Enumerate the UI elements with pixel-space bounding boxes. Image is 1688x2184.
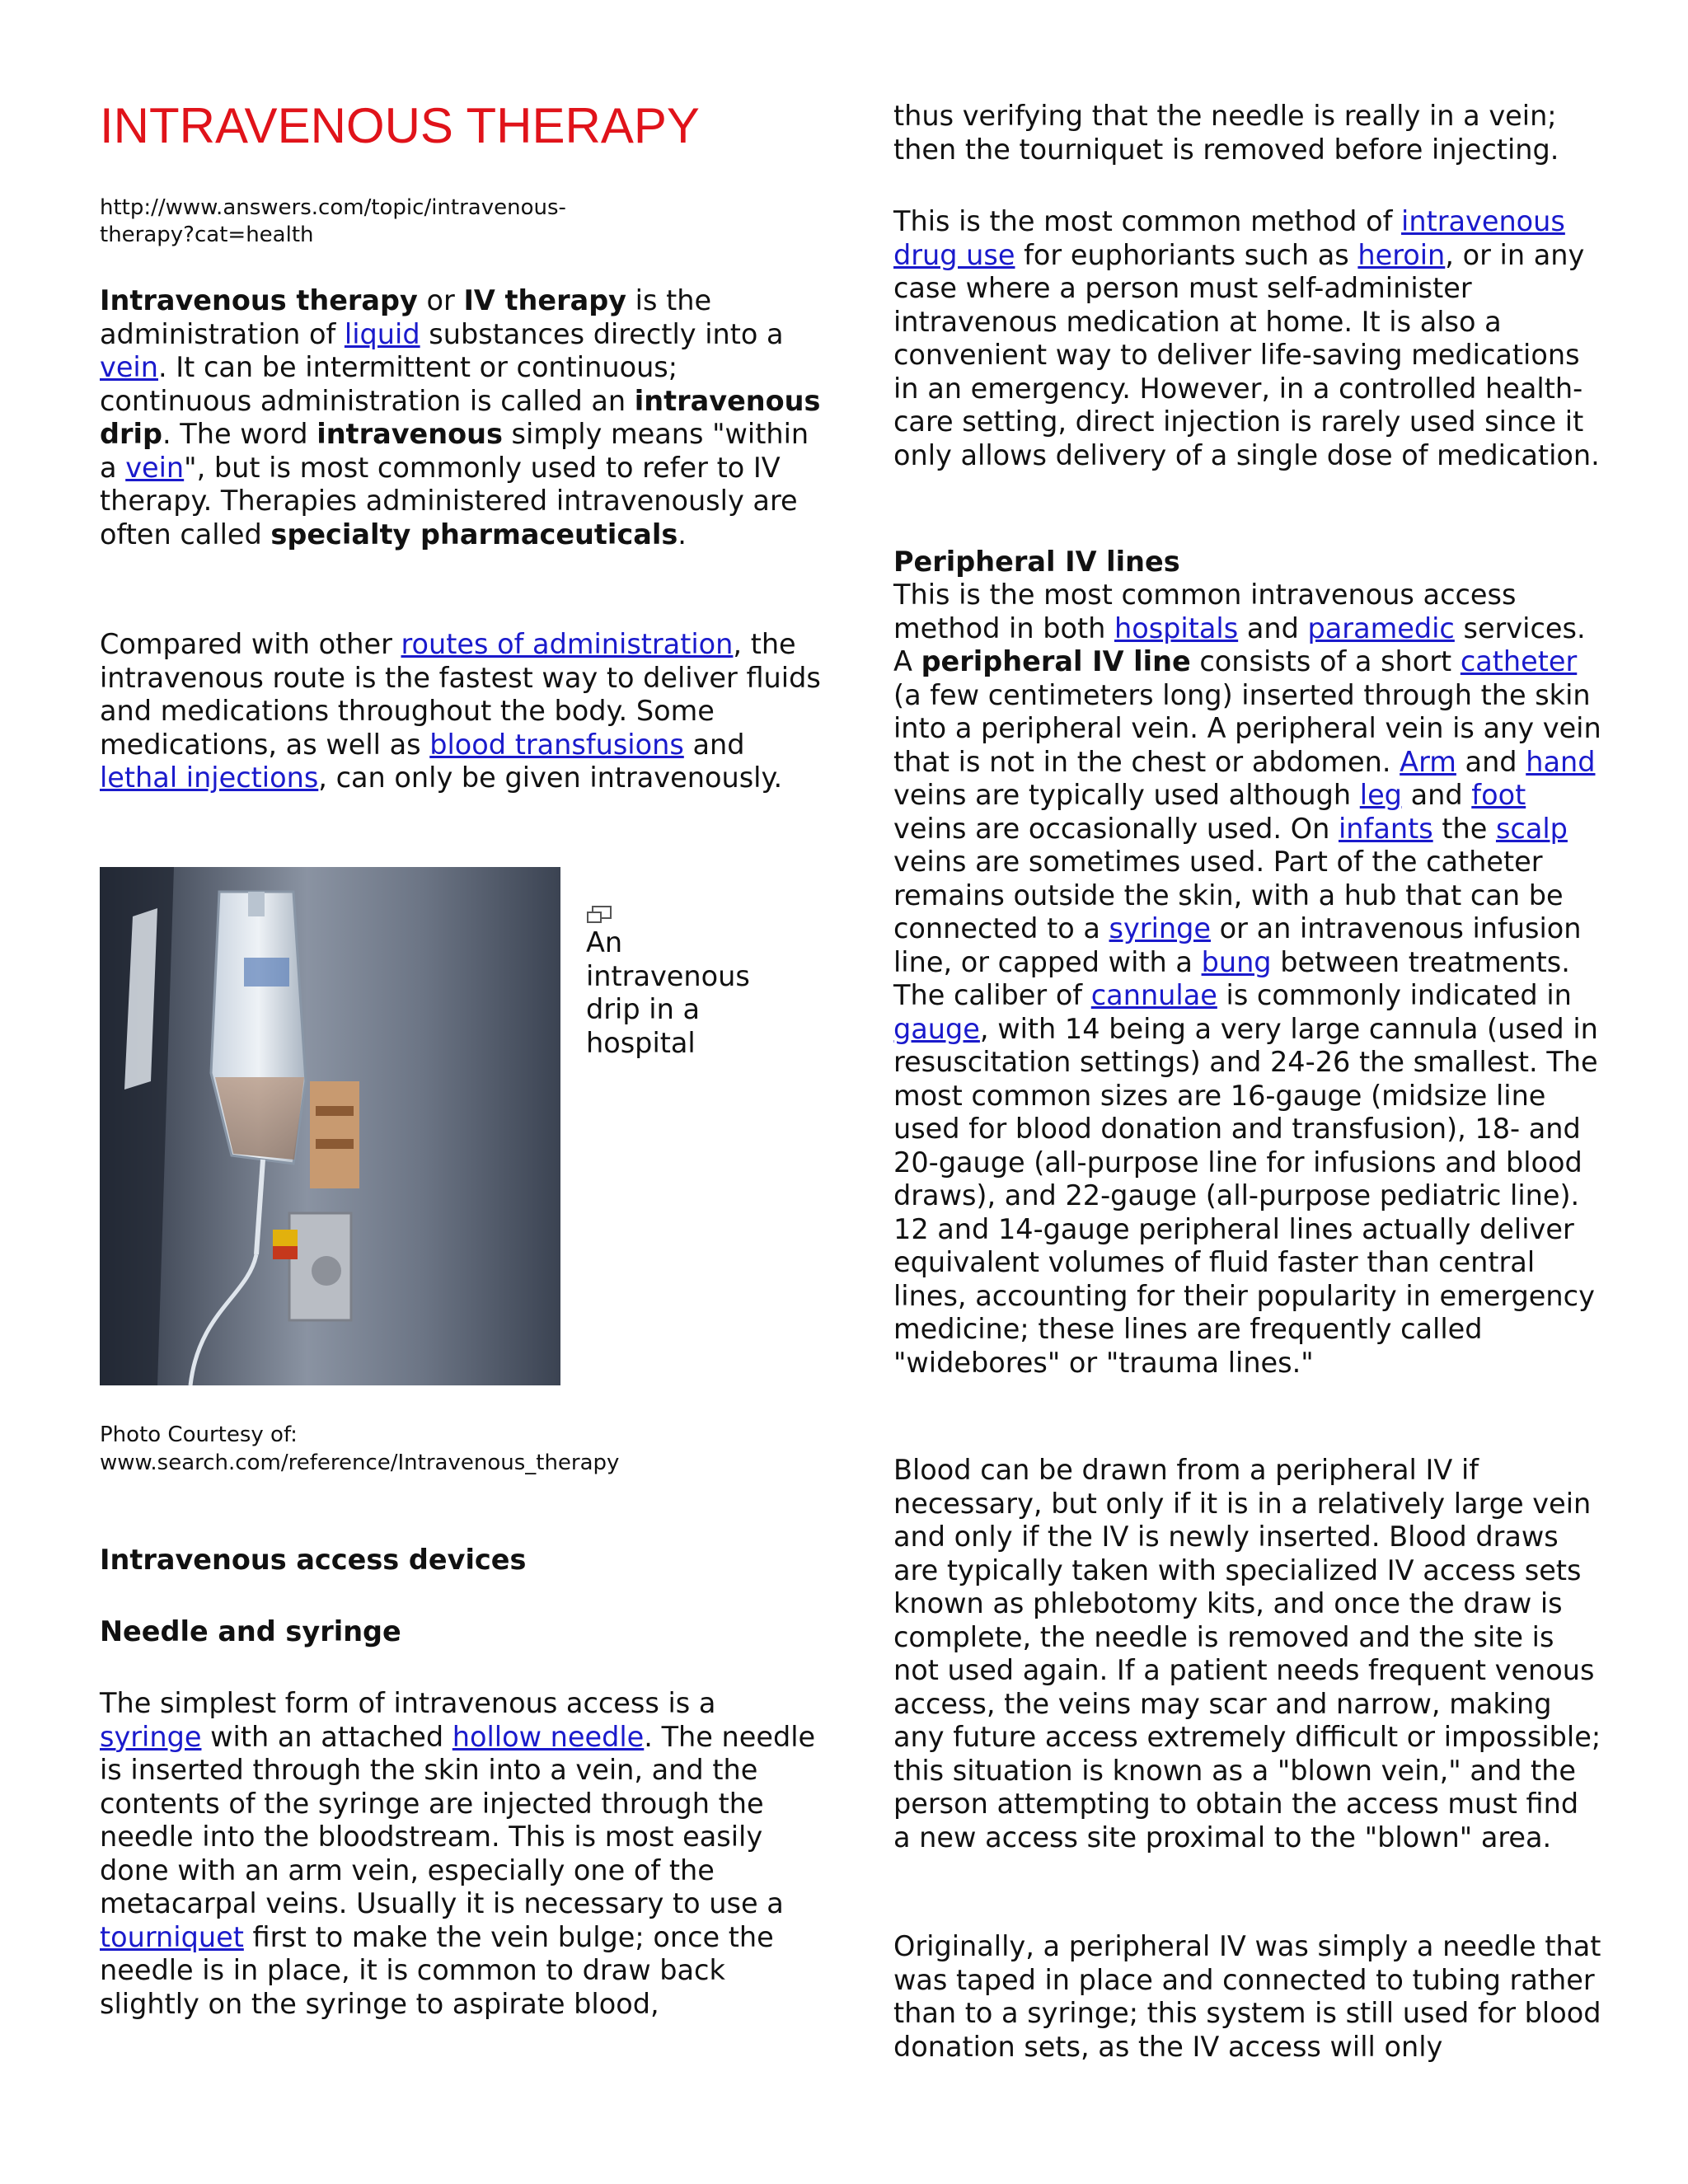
intro-paragraph: Intravenous therapy or IV therapy is the administration of liquid substances directly into a vein. It can be intermittent or continuous; continuous administration is called an intravenous drip. The word intravenous simply means "within a vein", but is most commonly used to refer to IV therapy. Therapies administered intravenously are often called specialty pharmaceuticals. <box>100 284 821 551</box>
link-catheter[interactable]: catheter <box>1460 645 1578 677</box>
link-lethal-injections[interactable]: lethal injections <box>100 762 319 794</box>
page-title: INTRAVENOUS THERAPY <box>100 98 700 153</box>
source-url-line2: therapy?cat=health <box>100 223 314 247</box>
link-foot[interactable]: foot <box>1471 779 1526 811</box>
term-specialty-pharmaceuticals: specialty pharmaceuticals <box>270 518 678 551</box>
originally-paragraph: Originally, a peripheral IV was simply a needle that was taped in place and connected to tubing rather than to a syringe; this system is still used for blood donation sets, as the IV access will only <box>893 1930 1601 2063</box>
common-method-paragraph: This is the most common method of intravenous drug use for euphoriants such as heroin, or in any case where a person must self-administer intravenous medication at home. It is also a convenient way to deliver life-saving medications in an emergency. However, in a controlled health-care setting, direct injection is rarely used since it only allows delivery of a single dose of medication. <box>893 205 1600 471</box>
link-vein[interactable]: vein <box>100 351 158 383</box>
caption-text: An intravenous drip in a hospital <box>586 926 750 1059</box>
peripheral-paragraph: This is the most common intravenous access method in both hospitals and paramedic services. A peripheral IV line consists of a short catheter (a few centimeters long) inserted through the skin into a peripheral vein. A peripheral vein is any vein that is not in the chest or abdomen. Arm and hand veins are typically used although leg and foot veins are occasionally used. On infants the scalp veins are sometimes used. Part of the catheter remains outside the skin, with a hub that can be connected to a syringe or an intravenous infusion line, or capped with a bung between treatments. The caliber of cannulae is commonly indicated in gauge, with 14 being a very large cannula (used in resuscitation settings) and 24-26 the smallest. The most common sizes are 16-gauge (midsize line used for blood donation and transfusion), 18- and 20-gauge (all-purpose line for infusions and blood draws), and 22-gauge (all-purpose pediatric line). 12 and 14-gauge peripheral lines actually deliver equivalent volumes of fluid faster than central lines, accounting for their popularity in emergency medicine; these lines are frequently called "widebores" or "trauma lines." <box>893 579 1601 1379</box>
link-cannulae[interactable]: cannulae <box>1090 979 1217 1011</box>
link-blood-transfusions[interactable]: blood transfusions <box>429 728 684 761</box>
link-vein-2[interactable]: vein <box>125 451 185 484</box>
term-intravenous: intravenous <box>316 418 503 450</box>
link-infants[interactable]: infants <box>1338 812 1433 845</box>
blood-draw-paragraph: Blood can be drawn from a peripheral IV if necessary, but only if it is in a relatively large vein and only if the IV is newly inserted. Blood draws are typically taken with specialized IV access sets known as phlebotomy kits, and once the draw is complete, the needle is removed and the site is not used again. If a patient needs frequent venous access, the veins may scar and narrow, making any future access extremely difficult or impossible; this situation is known as a "blown vein," and the person attempting to obtain the access must find a new access site proximal to the "blown" area. <box>893 1454 1601 1854</box>
compare-paragraph: Compared with other routes of administration, the intravenous route is the fastest way to deliver fluids and medications throughout the body. Some medications, as well as blood transfusions and lethal injections, can only be given intravenously. <box>100 628 821 794</box>
link-syringe[interactable]: syringe <box>100 1720 202 1753</box>
heading-peripheral-iv-lines: Peripheral IV lines <box>893 546 1180 578</box>
iv-drip-illustration <box>100 867 560 1385</box>
photo-credit-url: www.search.com/reference/Intravenous_therapy <box>100 1451 620 1475</box>
link-hospitals[interactable]: hospitals <box>1114 612 1239 644</box>
link-scalp[interactable]: scalp <box>1495 812 1568 845</box>
link-syringe-2[interactable]: syringe <box>1109 912 1211 944</box>
link-hand[interactable]: hand <box>1526 745 1596 778</box>
link-leg[interactable]: leg <box>1359 779 1402 811</box>
enlarge-icon[interactable] <box>586 905 614 925</box>
photo-credit-label: Photo Courtesy of: <box>100 1422 298 1447</box>
link-arm[interactable]: Arm <box>1400 745 1456 778</box>
link-bung[interactable]: bung <box>1201 945 1272 978</box>
source-url <box>100 194 566 249</box>
needle-paragraph: The simplest form of intravenous access is a syringe with an attached hollow needle. The needle is inserted through the skin into a vein, and the contents of the syringe are injected through the needle into the bloodstream. This is most easily done with an arm vein, especially one of the metacarpal veins. Usually it is necessary to use a tourniquet first to make the vein bulge; once the needle is in place, it is common to draw back slightly on the syringe to aspirate blood, <box>100 1687 816 2020</box>
link-gauge[interactable]: gauge <box>893 1012 980 1045</box>
figure-caption <box>586 905 792 1060</box>
link-heroin[interactable]: heroin <box>1357 238 1446 271</box>
term-intravenous-therapy: Intravenous therapy <box>100 284 418 316</box>
link-routes-of-administration[interactable]: routes of administration <box>401 628 734 660</box>
term-peripheral-iv-line: peripheral IV line <box>921 645 1191 677</box>
term-intravenous-drip: intravenous drip <box>100 384 821 450</box>
photo-credit <box>100 1421 619 1477</box>
heading-needle-and-syringe: Needle and syringe <box>100 1615 401 1647</box>
continued-paragraph: thus verifying that the needle is really in a vein; then the tourniquet is removed before injecting. <box>893 100 1559 166</box>
link-intravenous-drug-use[interactable]: intravenous drug use <box>893 205 1565 271</box>
link-liquid[interactable]: liquid <box>344 317 420 350</box>
link-tourniquet[interactable]: tourniquet <box>100 1920 244 1953</box>
source-url-line1: http://www.answers.com/topic/intravenous- <box>100 195 566 220</box>
term-iv-therapy: IV therapy <box>463 284 627 316</box>
link-paramedic[interactable]: paramedic <box>1307 612 1455 644</box>
heading-access-devices: Intravenous access devices <box>100 1544 527 1576</box>
iv-drip-photo <box>100 867 560 1385</box>
link-hollow-needle[interactable]: hollow needle <box>452 1720 645 1753</box>
